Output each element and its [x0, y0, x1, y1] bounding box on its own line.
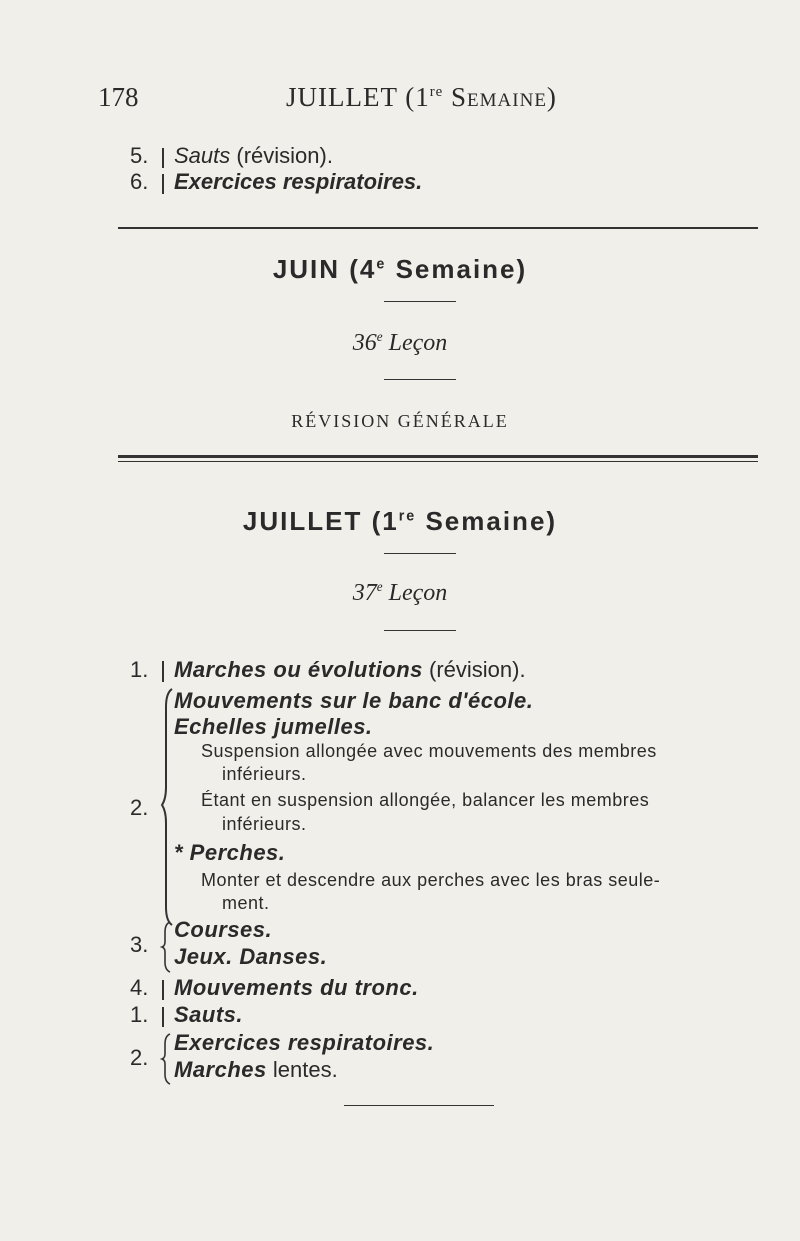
list-bar: [162, 1007, 164, 1027]
list-bar: [162, 661, 164, 682]
list-number: 1.: [130, 657, 149, 682]
list-number: 2.: [130, 1045, 149, 1070]
running-head: [0, 82, 800, 122]
list-item: Mouvements du tronc.: [174, 975, 419, 1000]
list-subitem: ment.: [222, 893, 270, 913]
list-bar: [162, 980, 164, 1000]
list-item: Exercices respiratoires.: [174, 169, 423, 194]
list-number: 4.: [130, 975, 149, 1000]
list-subitem: Monter et descendre aux perches avec les bras seule-: [201, 870, 661, 890]
end-rule: [344, 1105, 494, 1106]
review-heading: RÉVISION GÉNÉRALE: [291, 411, 509, 431]
list-item: Marches ou évolutions (révision).: [174, 657, 526, 682]
short-rule: [384, 379, 456, 380]
section-divider: [118, 227, 758, 229]
section-divider: [118, 455, 758, 458]
list-number: 2.: [130, 795, 149, 820]
list-item: Sauts (révision).: [174, 143, 333, 168]
section-title-july: JUILLET (1re Semaine): [242, 506, 558, 536]
list-bar: [162, 174, 164, 194]
short-rule: [384, 553, 456, 554]
lesson-heading-37: 37e Leçon: [352, 579, 448, 606]
list-number: 5.: [130, 143, 149, 168]
list-item: Mouvements sur le banc d'école.: [174, 688, 534, 713]
list-number: 3.: [130, 932, 149, 957]
list-item: Courses.: [174, 917, 273, 942]
list-subitem: Étant en suspension allongée, balancer les membres: [201, 790, 650, 810]
list-number: 6.: [130, 169, 149, 194]
page-number: 178: [98, 82, 139, 112]
list-item: Exercices respiratoires.: [174, 1030, 435, 1055]
list-item: Jeux. Danses.: [174, 944, 328, 969]
list-item: Sauts.: [174, 1002, 244, 1027]
running-head-title: JUILLET (1re Semaine): [286, 82, 557, 112]
list-item: Echelles jumelles.: [174, 714, 373, 739]
list-subitem: Suspension allongée avec mouvements des membres: [201, 741, 657, 761]
list-item: * Perches.: [174, 840, 286, 865]
list-bar: [162, 148, 164, 168]
list-number: 1.: [130, 1002, 149, 1027]
section-divider-secondary: [118, 461, 758, 462]
list-subitem: inférieurs.: [222, 814, 307, 834]
brace-icon: [160, 920, 174, 974]
brace-icon: [160, 1032, 174, 1086]
lesson-heading-36: 36e Leçon: [352, 329, 448, 356]
short-rule: [384, 630, 456, 631]
list-subitem: inférieurs.: [222, 764, 307, 784]
list-item: Marches lentes.: [174, 1057, 338, 1082]
section-title-june: JUIN (4e Semaine): [272, 254, 528, 284]
short-rule: [384, 301, 456, 302]
